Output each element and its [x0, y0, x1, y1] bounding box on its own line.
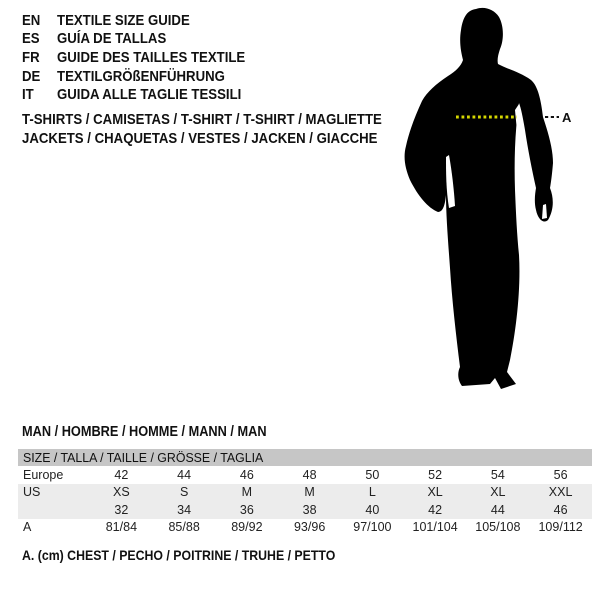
product-category-line: T-SHIRTS / CAMISETAS / T-SHIRT / T-SHIRT / MAGLIETTE: [22, 111, 382, 128]
size-cell: M: [241, 485, 253, 500]
table-row: [18, 466, 592, 484]
language-row: [22, 67, 271, 86]
language-label: TEXTILE SIZE GUIDE: [57, 11, 190, 29]
language-code: ES: [22, 30, 40, 48]
size-cell: 44: [177, 467, 192, 482]
size-cell: 50: [365, 467, 380, 482]
language-row: [22, 48, 271, 67]
row-label: US: [23, 485, 41, 500]
size-cell: 34: [177, 502, 192, 517]
size-cell: 36: [239, 502, 254, 517]
size-table-header: [18, 449, 592, 466]
size-cell: 85/88: [168, 520, 200, 535]
language-label: GUIDA ALLE TAGLIE TESSILI: [57, 86, 242, 104]
size-cell: 42: [114, 467, 129, 482]
language-label: TEXTILGRÖßENFÜHRUNG: [57, 67, 225, 85]
size-cell: M: [304, 485, 315, 500]
language-label: GUIDE DES TAILLES TEXTILE: [57, 48, 246, 66]
table-row: [18, 519, 592, 537]
language-code: IT: [22, 86, 34, 104]
language-row: [22, 30, 271, 49]
size-cell: 56: [553, 467, 568, 482]
size-cell: XS: [113, 485, 130, 500]
row-label: Europe: [23, 467, 64, 482]
size-cell: 46: [239, 467, 254, 482]
size-cell: 48: [302, 467, 317, 482]
body-silhouette: [405, 8, 553, 389]
size-cell: 32: [114, 502, 129, 517]
language-row: [22, 11, 271, 30]
size-cell: S: [179, 485, 189, 500]
size-cell: 38: [302, 502, 317, 517]
size-cell: XL: [427, 485, 443, 500]
size-cell: 105/108: [475, 520, 521, 535]
section-title-text: MAN / HOMBRE / HOMME / MANN / MAN: [22, 424, 267, 440]
size-cell: 40: [365, 502, 380, 517]
size-cell: XL: [490, 485, 506, 500]
measurement-footnote-text: A. (cm) CHEST / PECHO / POITRINE / TRUHE / PETTO: [22, 547, 336, 563]
size-cell: 101/104: [412, 520, 458, 535]
language-label: GUÍA DE TALLAS: [57, 30, 167, 48]
language-code: EN: [22, 11, 41, 29]
size-cell: 46: [553, 502, 568, 517]
size-cell: 89/92: [231, 520, 263, 535]
size-cell: 81/84: [105, 520, 138, 535]
size-cell: 44: [490, 502, 505, 517]
row-label: A: [23, 520, 32, 535]
size-cell: 97/100: [353, 520, 392, 535]
man-silhouette-svg: [398, 0, 600, 400]
size-cell: 54: [490, 467, 505, 482]
size-table-body: [18, 466, 592, 536]
size-cell: L: [368, 485, 376, 500]
size-table: [18, 449, 592, 536]
language-row: [22, 85, 271, 104]
size-cell: 52: [428, 467, 443, 482]
language-title-block: [22, 11, 271, 104]
size-cell: 93/96: [293, 520, 326, 535]
language-code: FR: [22, 48, 40, 66]
table-row: [18, 484, 592, 502]
size-table-header-text: SIZE / TALLA / TAILLE / GRÖSSE / TAGLIA: [23, 450, 264, 465]
size-cell: 109/112: [538, 520, 583, 535]
product-category-line: JACKETS / CHAQUETAS / VESTES / JACKEN / GIACCHE: [22, 130, 378, 147]
size-cell: 42: [428, 502, 443, 517]
section-title-man: [22, 424, 300, 440]
man-silhouette-figure: [398, 0, 600, 400]
size-cell: XXL: [548, 485, 573, 500]
measurement-footnote: [22, 547, 378, 563]
product-category-block: [22, 110, 431, 148]
measure-label-a: A: [562, 110, 572, 125]
language-code: DE: [22, 67, 41, 85]
table-row: [18, 501, 592, 519]
